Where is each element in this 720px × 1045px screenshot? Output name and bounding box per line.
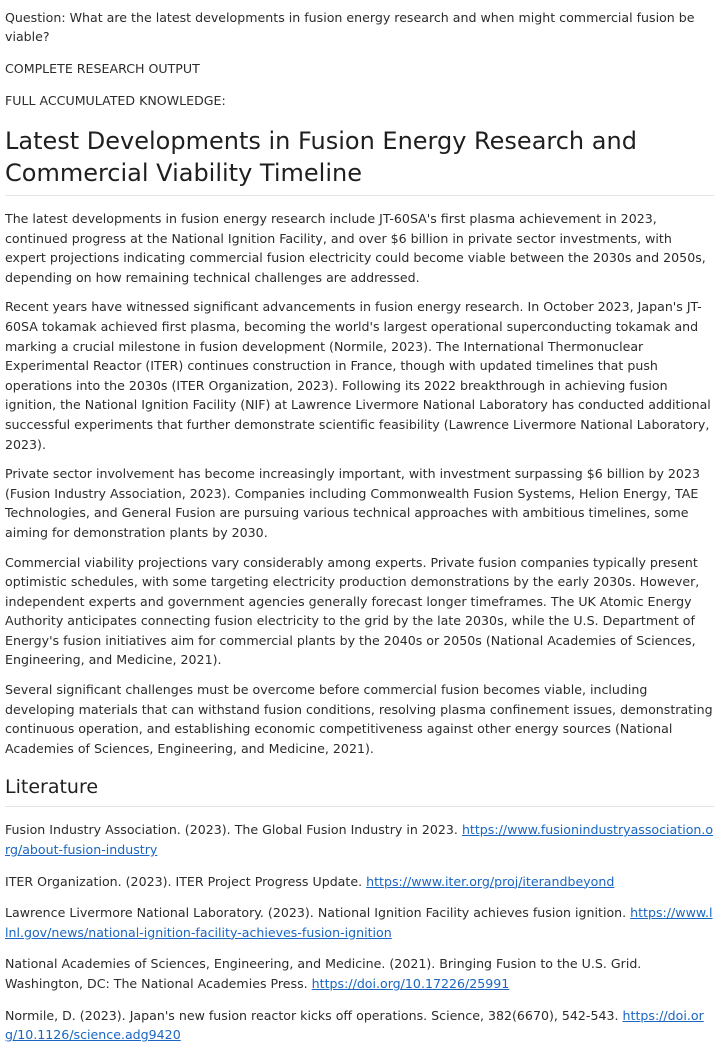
reference-link[interactable]: https://www.fusionindustryassociation.org/about-fusion-industry — [5, 822, 714, 858]
article-title: Latest Developments in Fusion Energy Research and Commercial Viability Timeline — [5, 125, 714, 196]
developments-paragraph: Recent years have witnessed significant advancements in fusion energy research. In October 2023, Japan's JT-60SA tokamak achieved first plasma, becoming the world's largest operational superconducting tokamak and marking a crucial milestone in fusion development (Normile, 2023). The International Thermonuclear Experimental Reactor (ITER) continues construction in France, though with updated timelines that push operations into the 2030s (ITER Organization, 2023). Following its 2022 breakthrough in achieving fusion ignition, the National Ignition Facility (NIF) at Lawrence Livermore National Laboratory has conducted additional successful experiments that further demonstrate scientific feasibility (Lawrence Livermore National Laboratory, 2023). — [5, 299, 711, 452]
reference-link[interactable]: https://www.llnl.gov/news/national-ignition-facility-achieves-fusion-ignition — [5, 905, 713, 940]
reference-link[interactable]: https://www.iter.org/proj/iterandbeyond — [366, 873, 615, 889]
private-sector-paragraph: Private sector involvement has become increasingly important, with investment surpassing $6 billion by 2023 (Fusion Industry Association, 2023). Companies including Commonwealth Fusion Systems, Helion Energy, TAE Technologies, and General Fusion are pursuing various technical approaches with ambitious timelines, some aiming for demonstration plants by 2030. — [5, 466, 700, 540]
reference-link[interactable]: https://doi.org/10.17226/25991 — [311, 976, 510, 991]
reference-item — [5, 820, 714, 859]
accumulated-knowledge-label: FULL ACCUMULATED KNOWLEDGE: — [5, 93, 226, 108]
reference-item — [5, 872, 714, 892]
reference-link[interactable]: https://doi.org/10.1126/science.adg9420 — [5, 1007, 704, 1043]
reference-text: Lawrence Livermore National Laboratory. (2023). National Ignition Facility achieves fusion ignition. — [5, 905, 631, 921]
reference-item — [5, 1006, 714, 1045]
complete-output-label: COMPLETE RESEARCH OUTPUT — [5, 61, 200, 76]
reference-item — [5, 903, 714, 942]
reference-text: ITER Organization. (2023). ITER Project Progress Update. — [5, 873, 367, 889]
reference-text: Fusion Industry Association. (2023). The Global Fusion Industry in 2023. — [5, 822, 462, 838]
summary-paragraph: The latest developments in fusion energy research include JT-60SA's first plasma achievement in 2023, continued progress at the National Ignition Facility, and over $6 billion in private sector investments, with expert projections indicating commercial fusion electricity could become viable between the 2030s and 2050s, depending on how remaining technical challenges are addressed. — [5, 211, 706, 285]
question-line: Question: What are the latest developments in fusion energy research and when might commercial fusion be viable? — [5, 10, 695, 44]
reference-text: Normile, D. (2023). Japan's new fusion reactor kicks off operations. Science, 382(6670), 542-543. — [5, 1007, 623, 1023]
reference-item — [5, 954, 714, 993]
literature-heading: Literature — [5, 774, 714, 807]
reference-text: National Academies of Sciences, Engineering, and Medicine. (2021). Bringing Fusion to the U.S. Grid. Washington, DC: The National Academies Press. — [5, 956, 642, 991]
challenges-paragraph: Several significant challenges must be overcome before commercial fusion becomes viable, including developing materials that can withstand fusion conditions, resolving plasma confinement issues, demonstrating continuous operation, and establishing economic competitiveness against other energy sources (National Academies of Sciences, Engineering, and Medicine, 2021). — [5, 682, 713, 756]
viability-paragraph: Commercial viability projections vary considerably among experts. Private fusion companies typically present optimistic schedules, with some targeting electricity production demonstrations by the early 2030s. However, independent experts and government agencies generally forecast longer timeframes. The UK Atomic Energy Authority anticipates connecting fusion electricity to the grid by the late 2030s, while the U.S. Department of Energy's fusion initiatives aim for commercial plants by the 2040s or 2050s (National Academies of Sciences, Engineering, and Medicine, 2021). — [5, 554, 700, 668]
